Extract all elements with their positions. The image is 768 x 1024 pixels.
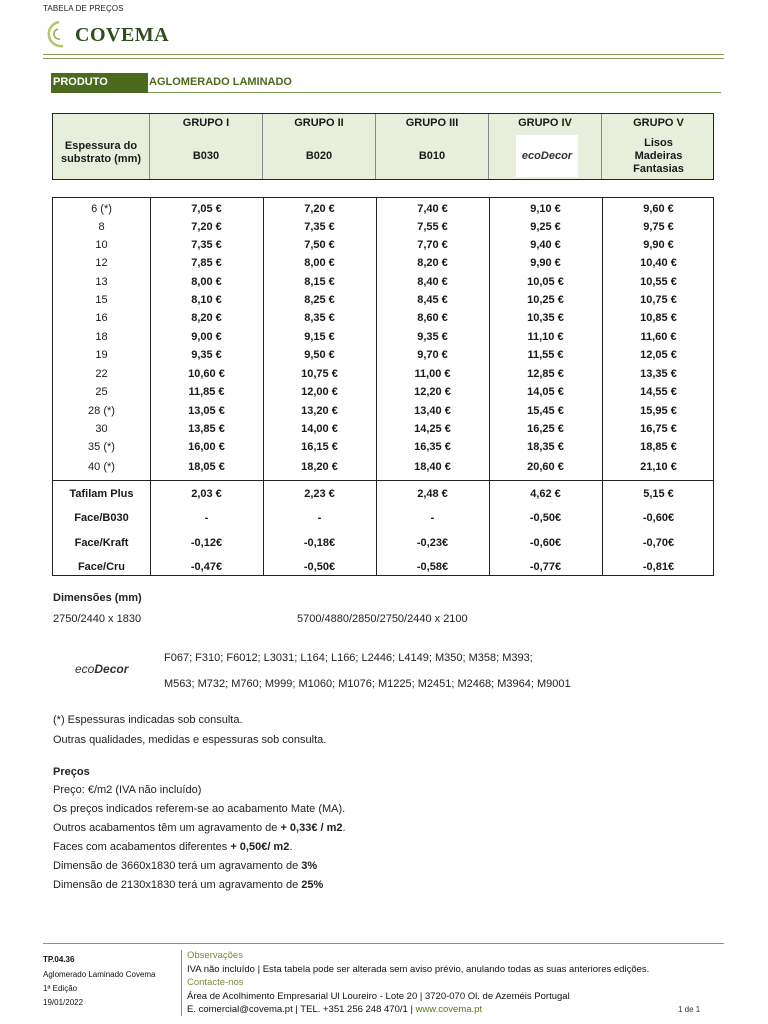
price-cell: 16,15 € bbox=[301, 441, 338, 453]
footer-product: Aglomerado Laminado Covema bbox=[43, 970, 156, 979]
price-cell: 13,20 € bbox=[301, 405, 338, 417]
table-row bbox=[53, 275, 713, 289]
price-cell: 9,15 € bbox=[304, 331, 335, 343]
price-cell: -0,50€ bbox=[303, 561, 336, 573]
row-label: 8 bbox=[98, 221, 105, 233]
price-cell: 16,00 € bbox=[188, 441, 225, 453]
price-cell: -0,18€ bbox=[303, 537, 336, 549]
price-cell: 9,40 € bbox=[530, 239, 561, 251]
row-label: Face/B030 bbox=[74, 512, 129, 524]
product-row bbox=[51, 73, 721, 93]
group-2-header bbox=[263, 114, 376, 179]
table-row bbox=[53, 487, 713, 501]
row-label: Face/Cru bbox=[77, 561, 126, 573]
price-cell: 9,70 € bbox=[417, 349, 448, 361]
price-table bbox=[52, 197, 714, 576]
group-3-header bbox=[376, 114, 489, 179]
price-cell: - bbox=[204, 512, 209, 524]
price-cell: 8,20 € bbox=[191, 312, 222, 324]
price-cell: 10,55 € bbox=[640, 276, 677, 288]
price-cell: 18,20 € bbox=[301, 461, 338, 473]
table-row bbox=[53, 202, 713, 216]
price-cell: 9,90 € bbox=[643, 239, 674, 251]
ecodecor-logo: ecoDecor bbox=[516, 135, 578, 177]
footer-code: TP.04.36 bbox=[43, 955, 75, 964]
table-row bbox=[53, 311, 713, 325]
table-row bbox=[53, 460, 713, 474]
price-cell: 12,85 € bbox=[527, 368, 564, 380]
table-row bbox=[53, 511, 713, 525]
table-row bbox=[53, 404, 713, 418]
price-cell: 7,70 € bbox=[417, 239, 448, 251]
price-cell: 11,10 € bbox=[527, 331, 564, 343]
price-cell: 8,10 € bbox=[191, 294, 222, 306]
price-cell: 10,60 € bbox=[188, 368, 225, 380]
covema-logo-icon bbox=[43, 18, 71, 50]
product-label: PRODUTO bbox=[51, 73, 148, 93]
price-cell: 18,85 € bbox=[640, 441, 677, 453]
price-cell: - bbox=[317, 512, 322, 524]
price-cell: 11,85 € bbox=[188, 386, 225, 398]
price-cell: -0,23€ bbox=[416, 537, 449, 549]
row-label: 35 (*) bbox=[88, 441, 115, 453]
header-rule bbox=[43, 54, 724, 55]
row-label: 12 bbox=[95, 257, 108, 269]
price-cell: 11,00 € bbox=[414, 368, 451, 380]
row-label: 40 (*) bbox=[88, 461, 115, 473]
price-cell: -0,60€ bbox=[529, 537, 562, 549]
table-row bbox=[53, 385, 713, 399]
price-cell: 20,60 € bbox=[527, 461, 564, 473]
table-row bbox=[53, 256, 713, 270]
price-cell: 9,50 € bbox=[304, 349, 335, 361]
price-cell: 14,55 € bbox=[640, 386, 677, 398]
price-cell: -0,60€ bbox=[642, 512, 675, 524]
prices-title: Preços bbox=[53, 766, 90, 778]
price-cell: 9,75 € bbox=[643, 221, 674, 233]
price-cell: 16,75 € bbox=[640, 423, 677, 435]
footer-address: Área de Acolhimento Empresarial Ul Loureiro - Lote 20 | 3720-070 Ol. de Azeméis Portugal bbox=[187, 991, 570, 1002]
group-code: B010 bbox=[418, 150, 446, 162]
price-cell: 15,45 € bbox=[527, 405, 564, 417]
dimensions-left: 2750/2440 x 1830 bbox=[53, 613, 142, 625]
prices-mate: Os preços indicados referem-se ao acabamento Mate (MA). bbox=[53, 803, 346, 815]
prices-dim1: Dimensão de 3660x1830 terá um agravamento de 3% bbox=[53, 860, 318, 872]
footer-divider bbox=[181, 950, 182, 1016]
price-cell: 9,90 € bbox=[530, 257, 561, 269]
group-label: GRUPO V bbox=[633, 117, 684, 129]
price-cell: 13,40 € bbox=[414, 405, 451, 417]
price-cell: 10,85 € bbox=[640, 312, 677, 324]
price-cell: 8,60 € bbox=[417, 312, 448, 324]
covema-logo bbox=[43, 18, 169, 50]
row-label: 30 bbox=[95, 423, 108, 435]
price-cell: -0,70€ bbox=[642, 537, 675, 549]
prices-faces: Faces com acabamentos diferentes + 0,50€/ m2. bbox=[53, 841, 293, 853]
header-rule-thin bbox=[43, 58, 724, 59]
row-label: 18 bbox=[95, 331, 108, 343]
price-cell: 12,20 € bbox=[414, 386, 451, 398]
extras-separator bbox=[53, 480, 713, 481]
price-cell: 7,20 € bbox=[304, 203, 335, 215]
footer-date: 19/01/2022 bbox=[43, 998, 84, 1007]
price-cell: 7,35 € bbox=[304, 221, 335, 233]
price-cell: 13,85 € bbox=[188, 423, 225, 435]
price-cell: 12,05 € bbox=[640, 349, 677, 361]
table-row bbox=[53, 293, 713, 307]
ecodecor-refs-line1: F067; F310; F6012; L3031; L164; L166; L2446; L4149; M350; M358; M393; bbox=[164, 652, 533, 664]
price-cell: 8,00 € bbox=[304, 257, 335, 269]
price-cell: 11,55 € bbox=[527, 349, 564, 361]
group-header-table bbox=[52, 113, 714, 180]
price-cell: 8,40 € bbox=[417, 276, 448, 288]
footer-contact-title: Contacte-nos bbox=[187, 977, 244, 988]
price-cell: 9,00 € bbox=[191, 331, 222, 343]
row-label: 10 bbox=[95, 239, 108, 251]
row-label: 15 bbox=[95, 294, 108, 306]
prices-other-finish: Outros acabamentos têm um agravamento de + 0,33€ / m2. bbox=[53, 822, 346, 834]
price-cell: 2,03 € bbox=[191, 488, 222, 500]
price-cell: 13,05 € bbox=[188, 405, 225, 417]
price-cell: 7,55 € bbox=[417, 221, 448, 233]
product-name: AGLOMERADO LAMINADO bbox=[149, 76, 292, 88]
row-label: 6 (*) bbox=[91, 203, 112, 215]
prices-unit: Preço: €/m2 (IVA não incluído) bbox=[53, 784, 202, 796]
price-cell: 18,05 € bbox=[188, 461, 225, 473]
price-cell: 14,25 € bbox=[414, 423, 451, 435]
table-row bbox=[53, 536, 713, 550]
group-label: GRUPO II bbox=[294, 117, 344, 129]
row-label: 13 bbox=[95, 276, 108, 288]
prices-dim2: Dimensão de 2130x1830 terá um agravamento de 25% bbox=[53, 879, 324, 891]
table-row bbox=[53, 440, 713, 454]
doc-label: TABELA DE PREÇOS bbox=[43, 4, 124, 13]
price-cell: 7,50 € bbox=[304, 239, 335, 251]
table-row bbox=[53, 422, 713, 436]
group-1-header bbox=[150, 114, 263, 179]
price-cell: 16,35 € bbox=[414, 441, 451, 453]
price-cell: 16,25 € bbox=[527, 423, 564, 435]
price-cell: 7,20 € bbox=[191, 221, 222, 233]
price-cell: 8,35 € bbox=[304, 312, 335, 324]
price-cell: 7,85 € bbox=[191, 257, 222, 269]
group-label: GRUPO IV bbox=[518, 117, 572, 129]
group-code: B020 bbox=[305, 150, 333, 162]
price-cell: 8,25 € bbox=[304, 294, 335, 306]
price-cell: 9,35 € bbox=[417, 331, 448, 343]
price-cell: 14,00 € bbox=[301, 423, 338, 435]
group-5-header bbox=[602, 114, 715, 179]
group-4-header bbox=[489, 114, 602, 179]
brand-name: COVEMA bbox=[75, 23, 170, 46]
product-underline bbox=[148, 92, 721, 93]
price-cell: 21,10 € bbox=[640, 461, 677, 473]
footer-obs-text: IVA não incluído | Esta tabela pode ser alterada sem aviso prévio, anulando todas as suas anteriores edições. bbox=[187, 964, 650, 975]
price-cell: 12,00 € bbox=[301, 386, 338, 398]
row-label: 28 (*) bbox=[88, 405, 115, 417]
price-cell: 11,60 € bbox=[640, 331, 677, 343]
price-cell: -0,77€ bbox=[529, 561, 562, 573]
price-cell: 9,25 € bbox=[530, 221, 561, 233]
price-cell: -0,12€ bbox=[190, 537, 223, 549]
dimensions-right: 5700/4880/2850/2750/2440 x 2100 bbox=[297, 613, 468, 625]
price-cell: 13,35 € bbox=[640, 368, 677, 380]
price-cell: 15,95 € bbox=[640, 405, 677, 417]
group-label: GRUPO I bbox=[182, 117, 230, 129]
price-cell: -0,50€ bbox=[529, 512, 562, 524]
footer-contact: E. comercial@covema.pt | TEL. +351 256 248 470/1 | www.covema.pt bbox=[187, 1004, 483, 1015]
price-cell: 7,05 € bbox=[191, 203, 222, 215]
price-cell: -0,58€ bbox=[416, 561, 449, 573]
ecodecor-refs-line2: M563; M732; M760; M999; M1060; M1076; M1225; M2451; M2468; M3964; M9001 bbox=[164, 678, 571, 690]
price-cell: 10,75 € bbox=[301, 368, 338, 380]
price-cell: 18,40 € bbox=[414, 461, 451, 473]
price-cell: 7,35 € bbox=[191, 239, 222, 251]
group-code: B030 bbox=[192, 150, 220, 162]
price-cell: 8,45 € bbox=[417, 294, 448, 306]
page-number: 1 de 1 bbox=[678, 1005, 701, 1014]
price-cell: 10,25 € bbox=[527, 294, 564, 306]
price-cell: 8,15 € bbox=[304, 276, 335, 288]
price-cell: 18,35 € bbox=[527, 441, 564, 453]
price-cell: - bbox=[430, 512, 435, 524]
note-other: Outras qualidades, medidas e espessuras sob consulta. bbox=[53, 734, 327, 746]
footer-edition: 1ª Edição bbox=[43, 984, 78, 993]
table-row bbox=[53, 348, 713, 362]
row-label: Tafilam Plus bbox=[69, 488, 134, 500]
row-label: 22 bbox=[95, 368, 108, 380]
price-cell: 2,48 € bbox=[417, 488, 448, 500]
price-cell: 2,23 € bbox=[304, 488, 335, 500]
footer-rule bbox=[43, 943, 724, 944]
table-row bbox=[53, 330, 713, 344]
price-cell: 10,75 € bbox=[640, 294, 677, 306]
group-label: GRUPO III bbox=[405, 117, 459, 129]
row-label: 25 bbox=[95, 386, 108, 398]
table-row bbox=[53, 367, 713, 381]
price-cell: 5,15 € bbox=[643, 488, 674, 500]
price-cell: -0,81€ bbox=[642, 561, 675, 573]
price-cell: 8,00 € bbox=[191, 276, 222, 288]
table-row bbox=[53, 560, 713, 574]
price-cell: 10,35 € bbox=[527, 312, 564, 324]
price-cell: 8,20 € bbox=[417, 257, 448, 269]
table-row bbox=[53, 220, 713, 234]
price-cell: -0,47€ bbox=[190, 561, 223, 573]
price-cell: 4,62 € bbox=[530, 488, 561, 500]
price-cell: 9,60 € bbox=[643, 203, 674, 215]
website-link[interactable]: www.covema.pt bbox=[415, 1004, 483, 1015]
price-cell: 10,40 € bbox=[640, 257, 677, 269]
price-cell: 14,05 € bbox=[527, 386, 564, 398]
row-label: Face/Kraft bbox=[74, 537, 129, 549]
note-consult: (*) Espessuras indicadas sob consulta. bbox=[53, 714, 243, 726]
price-cell: 9,35 € bbox=[191, 349, 222, 361]
table-row bbox=[53, 238, 713, 252]
price-cell: 7,40 € bbox=[417, 203, 448, 215]
row-label: 16 bbox=[95, 312, 108, 324]
thickness-header: Espessura do substrato (mm) bbox=[53, 114, 150, 179]
dimensions-title: Dimensões (mm) bbox=[53, 592, 142, 604]
footer-obs-title: Observações bbox=[187, 950, 243, 961]
price-cell: 9,10 € bbox=[530, 203, 561, 215]
group-5-finishes: Lisos Madeiras Fantasias bbox=[633, 137, 684, 175]
price-cell: 10,05 € bbox=[527, 276, 564, 288]
ecodecor-inline-logo: ecoDecor bbox=[75, 662, 129, 676]
row-label: 19 bbox=[95, 349, 108, 361]
